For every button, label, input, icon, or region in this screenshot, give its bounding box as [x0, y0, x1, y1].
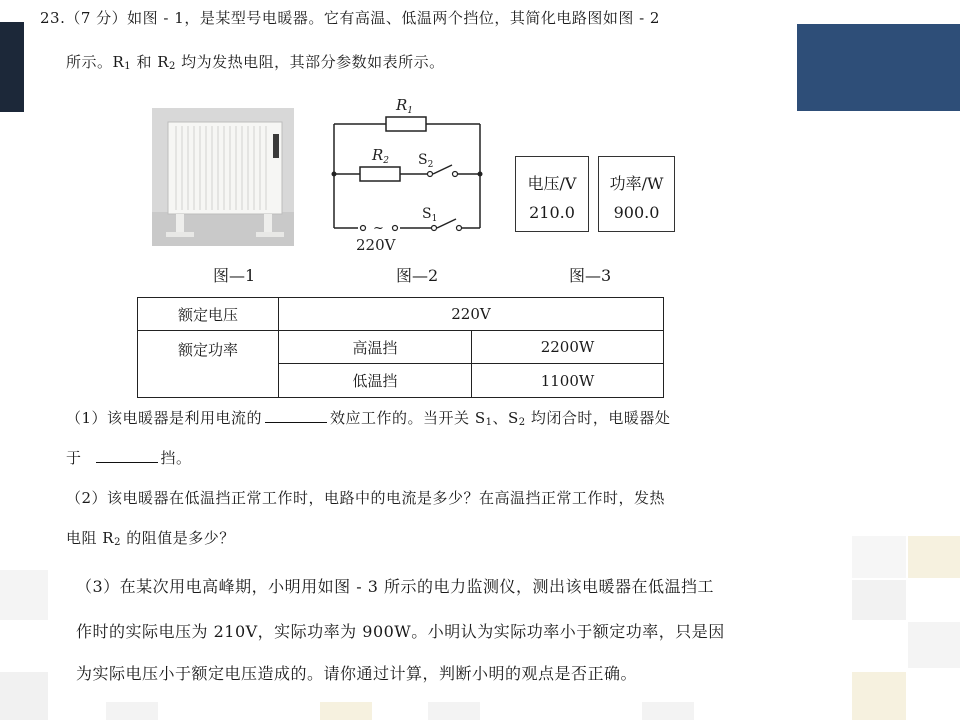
label-s2: $S_2$ [418, 152, 434, 170]
meter-power-value: 900.0 [613, 203, 660, 222]
part2-line-1: （2）该电暖器在低温挡正常工作时，电路中的电流是多少？在高温挡正常工作时，发热 [66, 489, 666, 507]
meter-power [598, 156, 675, 232]
part3-line-1: （3）在某次用电高峰期，小明用如图 - 3 所示的电力监测仪，测出该电暖器在低温挡工 [76, 577, 715, 596]
ac-symbol: ~ [373, 221, 384, 236]
figure-1-caption: 图—1 [213, 266, 256, 285]
bg-tile [852, 536, 906, 578]
table-cell-label: 额定电压 [138, 298, 279, 331]
figure-2-caption: 图—2 [396, 266, 439, 285]
bg-tile [0, 672, 48, 720]
table-cell-value: 1100W [472, 364, 664, 398]
table-cell-value: 2200W [472, 331, 664, 364]
switch-s1-symbol [437, 219, 456, 228]
label-s1: $S_1$ [422, 206, 438, 224]
bg-tile [852, 672, 906, 720]
part2-line-2: 电阻 $R_2$ 的阻值是多少？ [66, 529, 235, 548]
circuit-diagram [320, 90, 500, 260]
question-line-1: 23.（7 分）如图 - 1，是某型号电暖器。它有高温、低温两个挡位，其简化电路图如图 - 2 [40, 9, 660, 27]
label-r2: $R_2$ [372, 146, 390, 166]
question-line-2: 所示。$R_1$ 和 $R_2$ 均为发热电阻，其部分参数如表所示。 [66, 53, 445, 72]
parameter-table [137, 297, 664, 398]
label-220v: 220V [356, 236, 396, 254]
meter-voltage-value: 210.0 [529, 203, 575, 222]
bg-tile [106, 702, 158, 720]
part3-line-2: 作时的实际电压为 210V，实际功率为 900W。小明认为实际功率小于额定功率，只是因 [76, 622, 725, 641]
bg-tile [0, 570, 48, 620]
bg-tile [908, 622, 960, 668]
table-cell-mode: 低温挡 [279, 364, 472, 398]
table-cell-value: 220V [279, 298, 664, 331]
part3-line-3: 为实际电压小于额定电压造成的。请你通过计算，判断小明的观点是否正确。 [76, 664, 638, 683]
figure-3-caption: 图—3 [569, 266, 612, 285]
table-cell-mode: 高温挡 [279, 331, 472, 364]
label-r1: $R_1$ [396, 96, 414, 116]
left-dark-bar [0, 22, 24, 112]
bg-tile [428, 702, 480, 720]
resistor-r1-symbol [386, 117, 426, 131]
bg-tile [320, 702, 372, 720]
bg-tile [908, 536, 960, 578]
resistor-r2-symbol [360, 167, 400, 181]
bg-tile [852, 580, 906, 620]
answer-blank[interactable] [265, 408, 327, 423]
bg-tile [642, 702, 694, 720]
heater-photo [152, 108, 294, 246]
table-cell-label: 额定功率 [138, 331, 279, 398]
switch-s2-symbol [433, 165, 452, 174]
meter-voltage [515, 156, 589, 232]
part1-line-2: 于 挡。 [66, 449, 192, 467]
right-blue-panel [797, 24, 960, 111]
answer-blank[interactable] [96, 448, 158, 463]
meter-power-label: 功率/W [609, 174, 664, 193]
part1-line-1: （1）该电暖器是利用电流的 效应工作的。当开关 $S_1$、$S_2$ 均闭合时，电暖器处 [66, 409, 671, 428]
meter-voltage-label: 电压/V [527, 174, 577, 193]
